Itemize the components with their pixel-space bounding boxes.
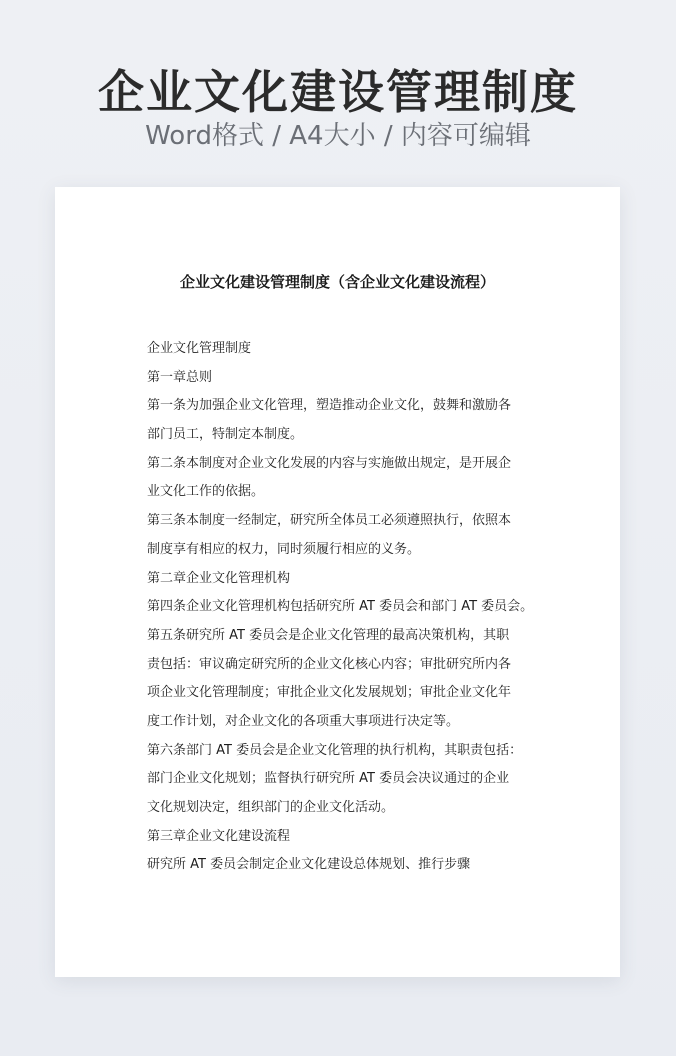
document-line: 部门企业文化规划；监督执行研究所 AT 委员会决议通过的企业 (147, 771, 510, 787)
document-line: 第二章企业文化管理机构 (147, 570, 291, 586)
document-line: 文化规划决定，组织部门的企业文化活动。 (147, 800, 395, 815)
page-subtitle: Word格式 / A4大小 / 内容可编辑 (145, 121, 531, 151)
document-line: 第三章企业文化建设流程 (147, 828, 291, 844)
document-line: 第六条部门 AT 委员会是企业文化管理的执行机构，其职责包括： (147, 742, 523, 758)
page-title: 企业文化建设管理制度 (98, 65, 578, 119)
document-line: 第五条研究所 AT 委员会是企业文化管理的最高决策机构，其职 (147, 627, 510, 643)
document-line: 第二条本制度对企业文化发展的内容与实施做出规定，是开展企 (147, 455, 512, 471)
document-line: 第一章总则 (147, 369, 213, 385)
document-line: 制度享有相应的权力，同时须履行相应的义务。 (147, 541, 421, 557)
document-title: 企业文化建设管理制度（含企业文化建设流程） (179, 273, 495, 291)
document-line: 第一条为加强企业文化管理，塑造推动企业文化，鼓舞和激励各 (147, 398, 512, 414)
document-line: 部门员工，特制定本制度。 (147, 427, 304, 443)
document-line: 项企业文化管理制度；审批企业文化发展规划；审批企业文化年 (147, 685, 512, 701)
document-line: 业文化工作的依据。 (147, 484, 265, 500)
document-body (147, 335, 547, 880)
document-line: 度工作计划，对企业文化的各项重大事项进行决定等。 (147, 713, 460, 729)
document-line: 第三条本制度一经制定，研究所全体员工必须遵照执行，依照本 (147, 513, 512, 529)
document-line: 企业文化管理制度 (147, 341, 252, 356)
document-page (55, 187, 620, 977)
document-line: 第四条企业文化管理机构包括研究所 AT 委员会和部门 AT 委员会。 (147, 599, 534, 615)
document-line: 研究所 AT 委员会制定企业文化建设总体规划、推行步骤 (147, 857, 471, 873)
document-line: 责包括：审议确定研究所的企业文化核心内容；审批研究所内各 (147, 656, 512, 672)
